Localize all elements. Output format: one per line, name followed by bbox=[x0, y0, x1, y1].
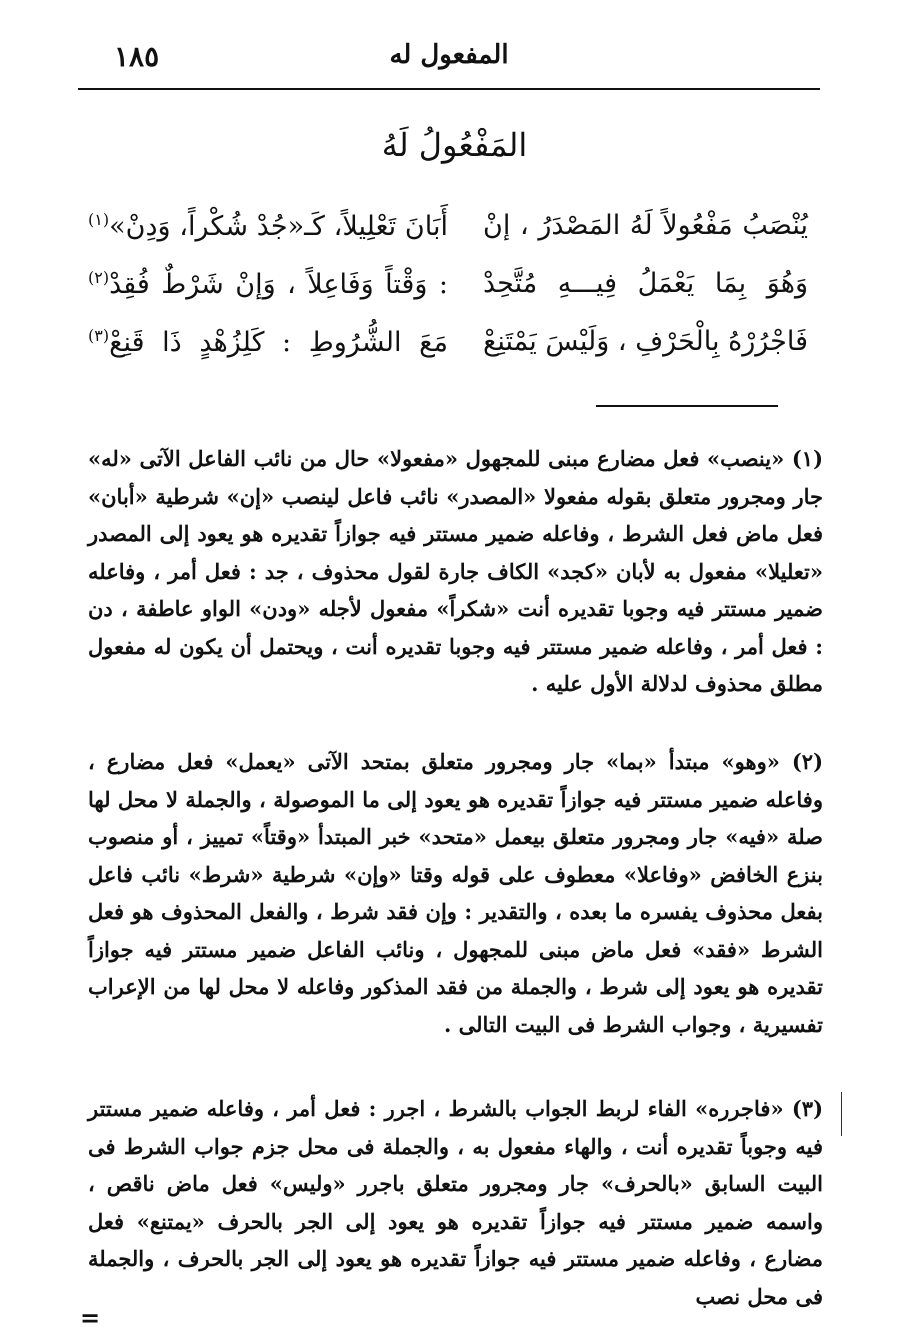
margin-line bbox=[841, 1092, 842, 1136]
verse-3-second-hemistich bbox=[88, 326, 448, 358]
verse-1-first-hemistich: يُنْصَبُ مَفْعُولاً لَهُ المَصْدَرُ ، إنْ bbox=[483, 210, 808, 241]
footnote-1 bbox=[88, 440, 823, 703]
verse-3-footnote-ref: (٣) bbox=[88, 326, 110, 345]
verse-1-footnote-ref: (١) bbox=[88, 210, 110, 229]
footnote-2-number: (٢) bbox=[791, 749, 823, 774]
page-header bbox=[78, 30, 820, 88]
chapter-title: المَفْعُولُ لَهُ bbox=[381, 126, 528, 164]
verse-3-first-hemistich: فَاجْرُرْهُ بِالْحَرْفِ ، وَلَيْسَ يَمْتَنِعْ bbox=[483, 326, 808, 357]
verse-2-footnote-ref: (٢) bbox=[88, 268, 110, 287]
footnote-2 bbox=[88, 743, 823, 1043]
verse-divider bbox=[596, 405, 778, 407]
footnote-3 bbox=[88, 1090, 823, 1315]
verse-1-second-text: أَبَانَ تَعْلِيلاً، كَـ«جُدْ شُكْراً، وَدِنْ» bbox=[109, 211, 448, 242]
footnote-3-number: (٣) bbox=[791, 1096, 824, 1121]
verse-3-second-text: مَعَ الشُّرُوطِ : كَلِزُهْدٍ ذَا قَنِعْ bbox=[109, 327, 448, 358]
page-number: ١٨٥ bbox=[114, 40, 160, 73]
verse-1-second-hemistich bbox=[88, 210, 448, 242]
verse-2-second-hemistich bbox=[88, 268, 448, 300]
verse-line-2 bbox=[88, 268, 808, 318]
continuation-mark: = bbox=[80, 1303, 101, 1332]
footnote-3-text: «فاجرره» الفاء لربط الجواب بالشرط ، اجرر : فعل أمر ، وفاعله ضمير مستتر فيه وجوباً تقديره أنت ، والهاء مفعول به ، والجملة فى محل جزم جواب الشرط فى البيت السابق «بالحرف» جار ومجرور متعلق باجرر «وليس» فعل ماض ناقص ، واسمه ضمير مستتر فيه جوازاً تقديره هو يعود إلى الجر بالحرف «يمتنع» فعل مضارع ، وفاعله ضمير مستتر فيه جوازاً تقديره هو يعود إلى الجر بالحرف ، والجملة فى محل نصب bbox=[88, 1096, 823, 1309]
verse-2-first-hemistich: وَهُوَ بِمَا يَعْمَلُ فِيـــهِ مُتَّحِدْ bbox=[483, 268, 808, 299]
header-divider bbox=[78, 88, 820, 90]
footnote-2-text: «وهو» مبتدأ «بما» جار ومجرور متعلق بمتحد الآتى «يعمل» فعل مضارع ، وفاعله ضمير مستتر فيه جوازاً تقديره هو يعود إلى ما الموصولة ، والجملة لا محل لها صلة «فيه» جار ومجرور متعلق بيعمل «متحد» خبر المبتدأ «وقتاً» تمييز ، أو منصوب بنزع الخافض «وفاعلا» معطوف على قوله وقتا «وإن» شرطية «شرط» نائب فاعل بفعل محذوف يفسره ما بعده ، والتقدير : وإن فقد شرط ، والفعل المحذوف هو فعل الشرط «فقد» فعل ماض مبنى للمجهول ، ونائب الفاعل ضمير مستتر فيه جوازاً تقديره هو يعود إلى شرط ، والجملة من فقد المذكور وفاعله لا محل لها من الإعراب تفسيرية ، وجواب الشرط فى البيت التالى . bbox=[88, 749, 823, 1037]
footnote-1-number: (١) bbox=[791, 446, 823, 471]
verse-line-1 bbox=[88, 210, 808, 260]
verse-2-second-text: : وَقْتاً وَفَاعِلاً ، وَإنْ شَرْطٌ فُقِدْ bbox=[109, 269, 448, 300]
verse-line-3 bbox=[88, 326, 808, 376]
footnote-1-text: «ينصب» فعل مضارع مبنى للمجهول «مفعولا» حال من نائب الفاعل الآتى «له» جار ومجرور متعلق بقوله مفعولا «المصدر» نائب فاعل لينصب «إن» شرطية «أبان» فعل ماض فعل الشرط ، وفاعله ضمير مستتر فيه جوازاً تقديره هو يعود إلى المصدر «تعليلا» مفعول به لأبان «كجد» الكاف جارة لقول محذوف ، جد : فعل أمر ، وفاعله ضمير مستتر فيه وجوبا تقديره أنت «شكراً» مفعول لأجله «ودن» الواو عاطفة ، دن : فعل أمر ، وفاعله ضمير مستتر فيه وجوبا تقديره أنت ، ويحتمل أن يكون له مفعول مطلق محذوف لدلالة الأول عليه . bbox=[88, 446, 823, 696]
running-title: المفعول له bbox=[389, 40, 509, 70]
